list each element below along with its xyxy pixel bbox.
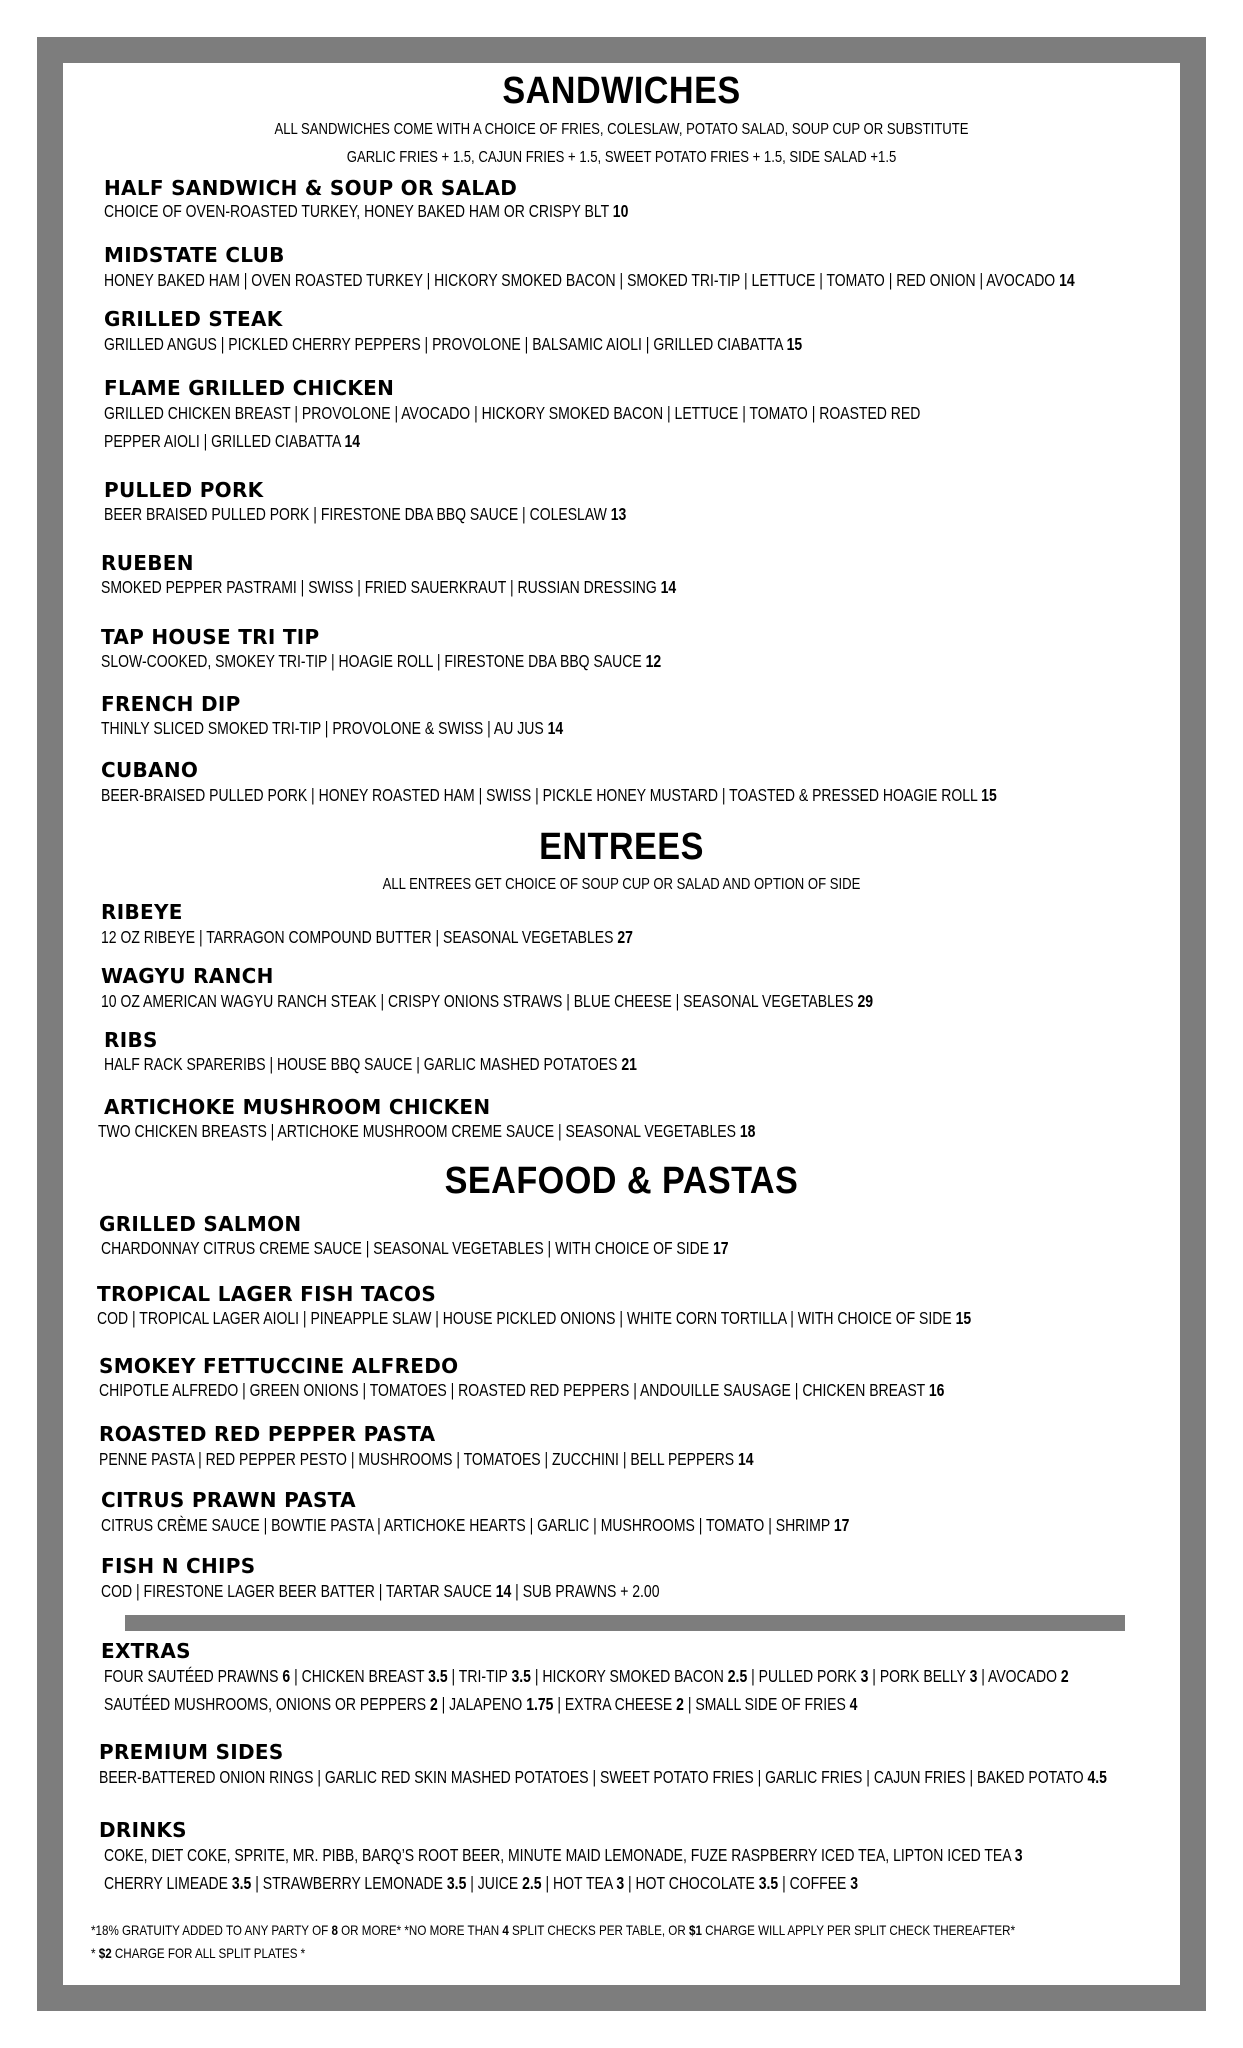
item-price: 10 (612, 201, 629, 221)
item-description: THINLY SLICED SMOKED TRI-TIP | PROVOLONE & SWISS | AU JUS 14 (101, 718, 564, 738)
item-description: SMOKED PEPPER PASTRAMI | SWISS | FRIED SAUERKRAUT | RUSSIAN DRESSING 14 (101, 577, 677, 597)
drinks-line2: CHERRY LIMEADE 3.5 | STRAWBERRY LEMONADE 3.5 | JUICE 2.5 | HOT TEA 3 | HOT CHOCOLATE 3.5 | COFFEE 3 (104, 1873, 859, 1893)
item-description: SLOW-COOKED, SMOKEY TRI-TIP | HOAGIE ROLL | FIRESTONE DBA BBQ SAUCE 12 (101, 651, 662, 671)
item-price: 14 (1059, 270, 1075, 290)
item-description: GRILLED ANGUS | PICKLED CHERRY PEPPERS | PROVOLONE | BALSAMIC AIOLI | GRILLED CIABATTA 15 (104, 334, 803, 354)
item-name: RIBS (104, 1028, 158, 1052)
item-name: SMOKEY FETTUCCINE ALFREDO (99, 1354, 459, 1378)
item-name: MIDSTATE CLUB (104, 243, 285, 267)
item-description: 10 OZ AMERICAN WAGYU RANCH STEAK | CRISPY ONIONS STRAWS | BLUE CHEESE | SEASONAL VEGETABLES 29 (101, 991, 874, 1011)
item-name: FLAME GRILLED CHICKEN (104, 376, 395, 400)
extras-title: EXTRAS (101, 1639, 191, 1663)
premium-sides-description: BEER-BATTERED ONION RINGS | GARLIC RED SKIN MASHED POTATOES | SWEET POTATO FRIES | GARLIC FRIES | CAJUN FRIES | BAKED POTATO 4.5 (99, 1767, 1107, 1787)
item-description: CHIPOTLE ALFREDO | GREEN ONIONS | TOMATOES | ROASTED RED PEPPERS | ANDOUILLE SAUSAGE | CHICKEN BREAST 16 (99, 1380, 945, 1400)
item-price: 12 (645, 651, 662, 671)
item-description: HALF RACK SPARERIBS | HOUSE BBQ SAUCE | GARLIC MASHED POTATOES 21 (104, 1054, 637, 1074)
item-name: ROASTED RED PEPPER PASTA (99, 1422, 436, 1446)
item-price: 14 (738, 1449, 754, 1469)
item-price: 15 (981, 785, 997, 805)
footer-gratuity-note: *18% GRATUITY ADDED TO ANY PARTY OF 8 OR MORE* *NO MORE THAN 4 SPLIT CHECKS PER TABLE, OR $1 CHARGE WILL APPLY PER SPLIT CHECK THEREAFTER* (91, 1922, 1016, 1938)
item-name: ARTICHOKE MUSHROOM CHICKEN (104, 1095, 491, 1119)
item-name: TROPICAL LAGER FISH TACOS (97, 1282, 437, 1306)
sandwiches-note-line2: GARLIC FRIES + 1.5, CAJUN FRIES + 1.5, SWEET POTATO FRIES + 1.5, SIDE SALAD +1.5 (346, 149, 897, 166)
item-description: PEPPER AIOLI | GRILLED CIABATTA 14 (104, 431, 361, 451)
item-name: RIBEYE (101, 900, 183, 924)
item-description: GRILLED CHICKEN BREAST | PROVOLONE | AVOCADO | HICKORY SMOKED BACON | LETTUCE | TOMATO | ROASTED RED (104, 403, 921, 423)
item-price: 29 (857, 991, 874, 1011)
item-price: 18 (739, 1121, 756, 1141)
sandwiches-title: SANDWICHES (502, 70, 741, 112)
item-price: 17 (712, 1238, 729, 1258)
premium-sides-title: PREMIUM SIDES (99, 1740, 284, 1764)
item-price: 15 (955, 1308, 972, 1328)
item-price: 21 (621, 1054, 637, 1074)
item-description: CITRUS CRÈME SAUCE | BOWTIE PASTA | ARTICHOKE HEARTS | GARLIC | MUSHROOMS | TOMATO | SHRIMP 17 (101, 1515, 850, 1535)
entrees-title: ENTREES (539, 826, 704, 868)
item-description: 12 OZ RIBEYE | TARRAGON COMPOUND BUTTER | SEASONAL VEGETABLES 27 (101, 927, 633, 947)
item-description: CHARDONNAY CITRUS CREME SAUCE | SEASONAL VEGETABLES | WITH CHOICE OF SIDE 17 (101, 1238, 729, 1258)
item-price: 13 (610, 504, 627, 524)
extras-line1: FOUR SAUTÉED PRAWNS 6 | CHICKEN BREAST 3.5 | TRI-TIP 3.5 | HICKORY SMOKED BACON 2.5 | PULLED PORK 3 | PORK BELLY 3 | AVOCADO 2 (104, 1666, 1069, 1686)
item-description: BEER BRAISED PULLED PORK | FIRESTONE DBA BBQ SAUCE | COLESLAW 13 (104, 504, 627, 524)
item-description: PENNE PASTA | RED PEPPER PESTO | MUSHROOMS | TOMATOES | ZUCCHINI | BELL PEPPERS 14 (99, 1449, 754, 1469)
item-description: COD | TROPICAL LAGER AIOLI | PINEAPPLE SLAW | HOUSE PICKLED ONIONS | WHITE CORN TORTILLA | WITH CHOICE OF SIDE 15 (97, 1308, 972, 1328)
item-price: 14 (344, 431, 361, 451)
item-price: 16 (928, 1380, 945, 1400)
item-name: CITRUS PRAWN PASTA (101, 1488, 356, 1512)
item-name: FISH N CHIPS (101, 1554, 256, 1578)
item-price: 4.5 (1087, 1767, 1107, 1787)
drinks-line1: COKE, DIET COKE, SPRITE, MR. PIBB, BARQ’S ROOT BEER, MINUTE MAID LEMONADE, FUZE RASPBERRY ICED TEA, LIPTON ICED TEA 3 (104, 1845, 1023, 1865)
section-divider (125, 1615, 1125, 1631)
item-price: 14 (495, 1581, 512, 1601)
item-name: RUEBEN (101, 551, 194, 575)
item-name: HALF SANDWICH & SOUP OR SALAD (104, 176, 518, 200)
sandwiches-note-line1: ALL SANDWICHES COME WITH A CHOICE OF FRIES, COLESLAW, POTATO SALAD, SOUP CUP OR SUBSTITUTE (274, 121, 969, 138)
seafood-pastas-title: SEAFOOD & PASTAS (444, 1160, 799, 1202)
extras-line2: SAUTÉED MUSHROOMS, ONIONS OR PEPPERS 2 | JALAPENO 1.75 | EXTRA CHEESE 2 | SMALL SIDE OF FRIES 4 (104, 1694, 858, 1714)
item-price: 27 (617, 927, 633, 947)
item-name: PULLED PORK (104, 478, 264, 502)
drinks-title: DRINKS (99, 1818, 187, 1842)
item-price: 14 (660, 577, 677, 597)
item-name: GRILLED SALMON (99, 1212, 302, 1236)
item-description: COD | FIRESTONE LAGER BEER BATTER | TARTAR SAUCE 14 | SUB PRAWNS + 2.00 (101, 1581, 660, 1601)
item-price: 14 (547, 718, 564, 738)
item-description: BEER-BRAISED PULLED PORK | HONEY ROASTED HAM | SWISS | PICKLE HONEY MUSTARD | TOASTED & PRESSED HOAGIE ROLL 15 (101, 785, 997, 805)
item-name: WAGYU RANCH (101, 964, 274, 988)
item-price: 15 (786, 334, 803, 354)
item-description: TWO CHICKEN BREASTS | ARTICHOKE MUSHROOM CREME SAUCE | SEASONAL VEGETABLES 18 (98, 1121, 756, 1141)
item-description: HONEY BAKED HAM | OVEN ROASTED TURKEY | HICKORY SMOKED BACON | SMOKED TRI-TIP | LETTUCE | TOMATO | RED ONION | AVOCADO 14 (104, 270, 1075, 290)
item-name: TAP HOUSE TRI TIP (101, 625, 320, 649)
entrees-note: ALL ENTREES GET CHOICE OF SOUP CUP OR SALAD AND OPTION OF SIDE (382, 876, 861, 893)
item-name: FRENCH DIP (101, 692, 241, 716)
footer-split-plates-note: * $2 CHARGE FOR ALL SPLIT PLATES * (91, 1945, 306, 1961)
item-name: GRILLED STEAK (104, 307, 283, 331)
item-name: CUBANO (101, 758, 199, 782)
item-price: 17 (833, 1515, 850, 1535)
item-description: CHOICE OF OVEN-ROASTED TURKEY, HONEY BAKED HAM OR CRISPY BLT 10 (104, 201, 629, 221)
